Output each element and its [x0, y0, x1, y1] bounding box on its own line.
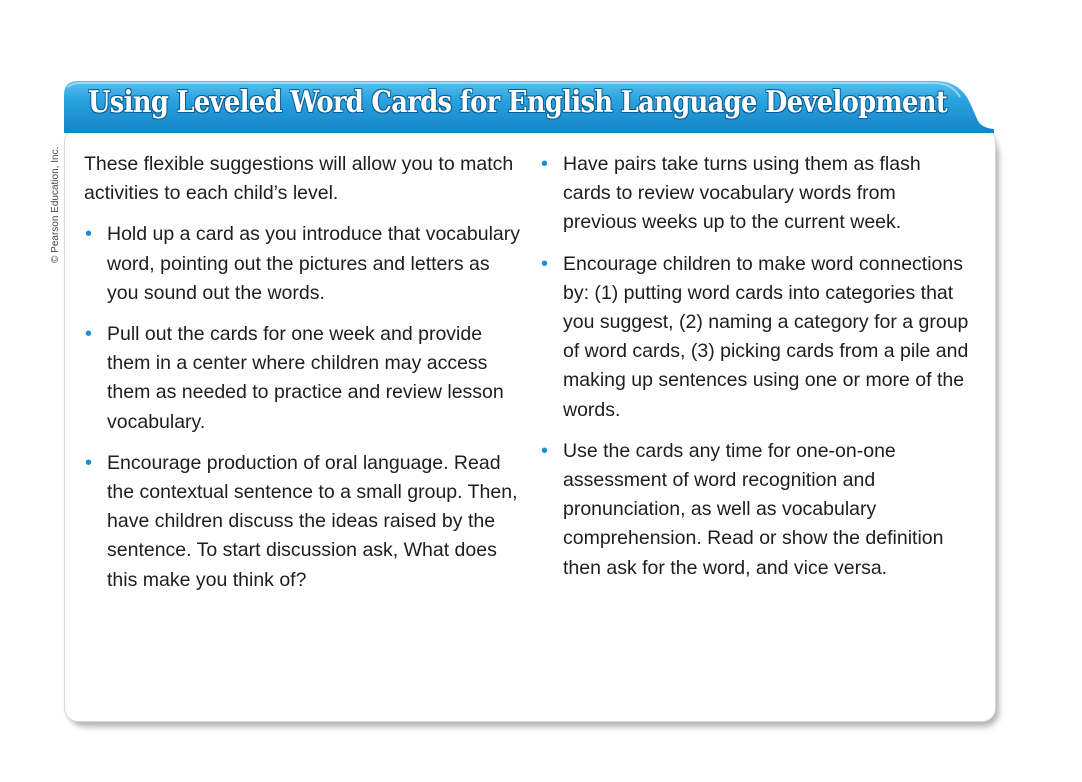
right-bullet-list: [540, 150, 970, 583]
list-item-text: Hold up a card as you introduce that vocabulary word, pointing out the pictures and letters as you sound out the words.: [107, 223, 520, 304]
bullet-icon: •: [85, 451, 93, 474]
list-item: [540, 150, 970, 238]
left-column: [84, 150, 524, 607]
bullet-icon: •: [85, 223, 93, 246]
list-item: [84, 320, 524, 437]
list-item-text: Encourage children to make word connections by: (1) putting word cards into categories that you suggest, (2) naming a category for a group of word cards, (3) picking cards from a pile and making up sentences using one or more of the words.: [563, 252, 969, 421]
list-item-text: Use the cards any time for one-on-one assessment of word recognition and pronunciation, as well as vocabulary comprehension. Read or show the definition then ask for the word, and vice versa.: [563, 439, 944, 579]
list-item-text: Encourage production of oral language. Read the contextual sentence to a small group. Then, have children discuss the ideas raised by the sentence. To start discussion ask, What does this make you think of?: [107, 451, 518, 591]
list-item: [84, 449, 524, 595]
list-item-text: Have pairs take turns using them as flash cards to review vocabulary words from previous weeks up to the current week.: [563, 153, 921, 234]
title-bar: [64, 81, 994, 133]
bullet-icon: •: [541, 439, 549, 462]
list-item-text: Pull out the cards for one week and provide them in a center where children may access them as needed to practice and review lesson vocabulary.: [107, 323, 504, 433]
left-bullet-list: [84, 220, 524, 594]
list-item: [540, 250, 970, 425]
bullet-icon: •: [541, 252, 549, 275]
copyright-notice: © Pearson Education, Inc.: [50, 146, 61, 263]
bullet-icon: •: [85, 323, 93, 346]
right-column: [540, 150, 970, 595]
list-item: [540, 437, 970, 583]
page-title: Using Leveled Word Cards for English Language Development: [88, 85, 948, 120]
intro-text: These flexible suggestions will allow you to match activities to each child’s level.: [84, 153, 514, 205]
list-item: [84, 220, 524, 308]
bullet-icon: •: [541, 153, 549, 175]
